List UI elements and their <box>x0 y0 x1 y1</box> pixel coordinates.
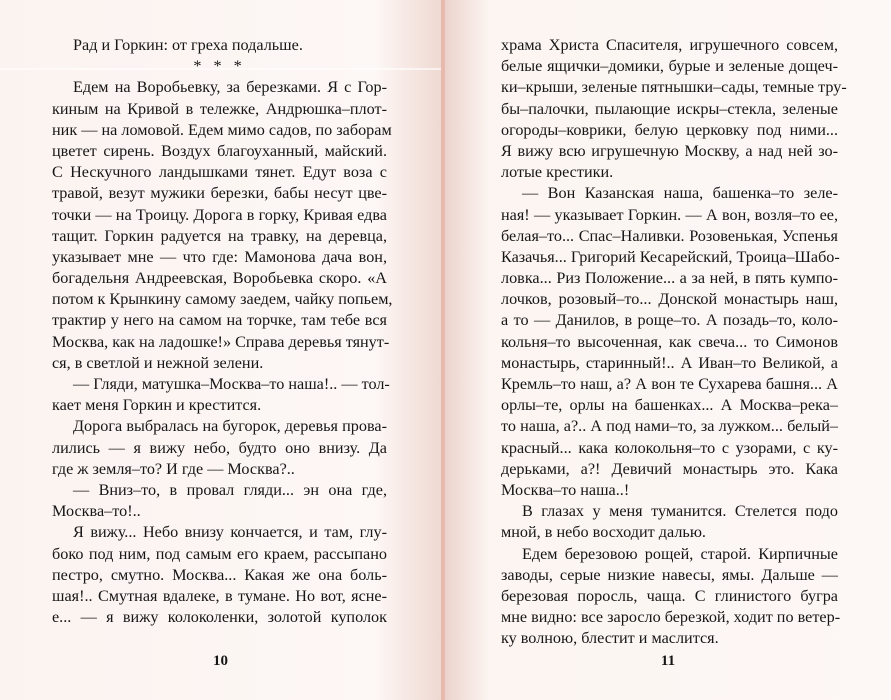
text-line: Рад и Горкин: от греха подальше. <box>73 36 303 54</box>
text-line: цветет сирень. Воздух благоуханный, майский. <box>52 141 387 160</box>
text-line: ная! — указывает Горкин. — А вон, возля–то ее, <box>501 205 838 224</box>
text-line: белая–то... Спас–Наливки. Розовенькая, Успенья <box>501 226 838 245</box>
text-line: лотые крестики. <box>501 163 614 182</box>
text-line: лились — я вижу небо, будто оно внизу. Да <box>52 438 387 457</box>
text-line: В глазах у меня туманится. Стелется подо <box>522 502 838 521</box>
text-line: бы–палочки, пылающие искры–стекла, зеленые <box>501 99 838 118</box>
text-line: Едем березовою рощей, старой. Кирпичные <box>522 544 838 563</box>
text-line: Дорога выбралась на бугорок, деревья прова- <box>73 417 387 436</box>
right-page-number: 11 <box>660 653 676 669</box>
text-line: е... — я вижу колоколенки, золотой куполок <box>52 608 387 627</box>
text-line: Я вижу всю игрушечную Москву, а над ней зо- <box>501 141 838 160</box>
text-line: — Вон Казанская наша, башенка–то зеле- <box>522 184 838 203</box>
text-line: а то — Данилов, в роще–то. А позадь–то, коло- <box>501 311 838 330</box>
text-line: боко под ним, под самым его краем, рассыпано <box>52 544 387 563</box>
text-line: ку волною, блестит и маслится. <box>501 629 719 648</box>
text-line: Москва–то!.. <box>52 502 141 521</box>
right-page <box>445 0 891 700</box>
text-line: заводы, серые низкие навесы, ямы. Дальше — <box>501 565 838 584</box>
text-line: — Вниз–то, в провал гляди... эн она где, <box>73 480 387 499</box>
text-line: точки — на Троицу. Дорога в горку, Кривая едва <box>52 205 387 224</box>
text-line: лочков, розовый–то... Донской монастырь наш, <box>501 290 838 309</box>
section-separator: * * * <box>193 57 246 76</box>
text-line: Москва, как на ладошке!» Справа деревья тянут- <box>52 332 390 351</box>
text-line: киным на Кривой в тележке, Андрюшка–плот- <box>52 99 387 118</box>
text-line: красный... кака колокольня–то с узорами, с ку- <box>501 438 838 457</box>
text-line: ник — на ломовой. Едем мимо садов, по заборам <box>52 120 392 139</box>
text-line: пестро, смутно. Москва... Какая же она боль- <box>52 565 387 584</box>
text-line: тащит. Горкин радуется на травку, на деревца, <box>52 226 387 245</box>
right-page-text <box>501 35 847 649</box>
text-line: Я вижу... Небо внизу кончается, и там, глу- <box>73 523 387 542</box>
left-page <box>0 0 441 700</box>
text-line: — Гляди, матушка–Москва–то наша!.. — тол- <box>73 375 390 393</box>
text-line: дерьками, а?! Девичий монастырь это. Кака <box>501 459 838 478</box>
text-line: Кремль–то наш, а? А вон те Сухарева башня... А <box>501 375 838 393</box>
text-line: Казачья... Григорий Кесарейский, Троица–Шабо- <box>501 247 840 266</box>
text-line: мне видно: все заросло березкой, ходит по ветер- <box>501 608 841 627</box>
text-line: ловка... Риз Положение... а за ней, в пять кумпо- <box>501 269 838 288</box>
text-line: Едем на Воробьевку, за березками. Я с Гор- <box>73 78 387 97</box>
text-line: березовая поросль, чаща. С глинистого бугра <box>501 586 838 605</box>
text-line: кольня–то высоченная, как свеча... то Симонов <box>501 332 838 351</box>
text-line: то наша, а?.. А под нами–то, за лужком... белый– <box>501 417 838 436</box>
text-line: мной, в небо восходит далью. <box>501 523 706 542</box>
text-line: травой, везут мужики березки, бабы несут цве- <box>52 184 387 203</box>
left-page-text <box>52 35 393 628</box>
text-line: ки–крыши, зеленые пятнышки–сады, темные тру- <box>501 78 847 97</box>
text-line: орлы–те, орлы на башенках... А Москва–река– <box>501 396 838 415</box>
text-line: кает меня Горкин и крестится. <box>52 396 262 415</box>
text-line: Москва–то наша..! <box>501 480 630 499</box>
text-line: ся, в светлой и нежной зелени. <box>52 353 264 372</box>
text-line: указывает мне — что где: Мамонова дача вон, <box>52 247 387 266</box>
text-line: потом к Крынкину самому заедем, чайку попьем, <box>52 290 393 309</box>
left-page-number: 10 <box>213 653 228 669</box>
text-line: монастырь, старинный!.. А Иван–то Великой, а <box>501 353 838 372</box>
text-line: храма Христа Спасителя, игрушечного совсем, <box>501 36 838 54</box>
text-line: огороды–коврики, белую церковку под ними... <box>501 120 838 139</box>
text-line: белые ящички–домики, бурые и зеленые дощеч- <box>501 57 838 76</box>
text-line: С Нескучного ландышками тянет. Едут воза с <box>52 163 387 182</box>
text-line: богадельня Андреевская, Воробьевка скоро. «А <box>52 269 387 288</box>
text-line: где ж земля–то? И где — Москва?.. <box>52 459 295 478</box>
text-line: трактир у него на самом на торчке, там тебе вся <box>52 311 387 330</box>
text-line: шая!.. Смутная вдалеке, в тумане. Но вот, ясне- <box>52 586 387 605</box>
